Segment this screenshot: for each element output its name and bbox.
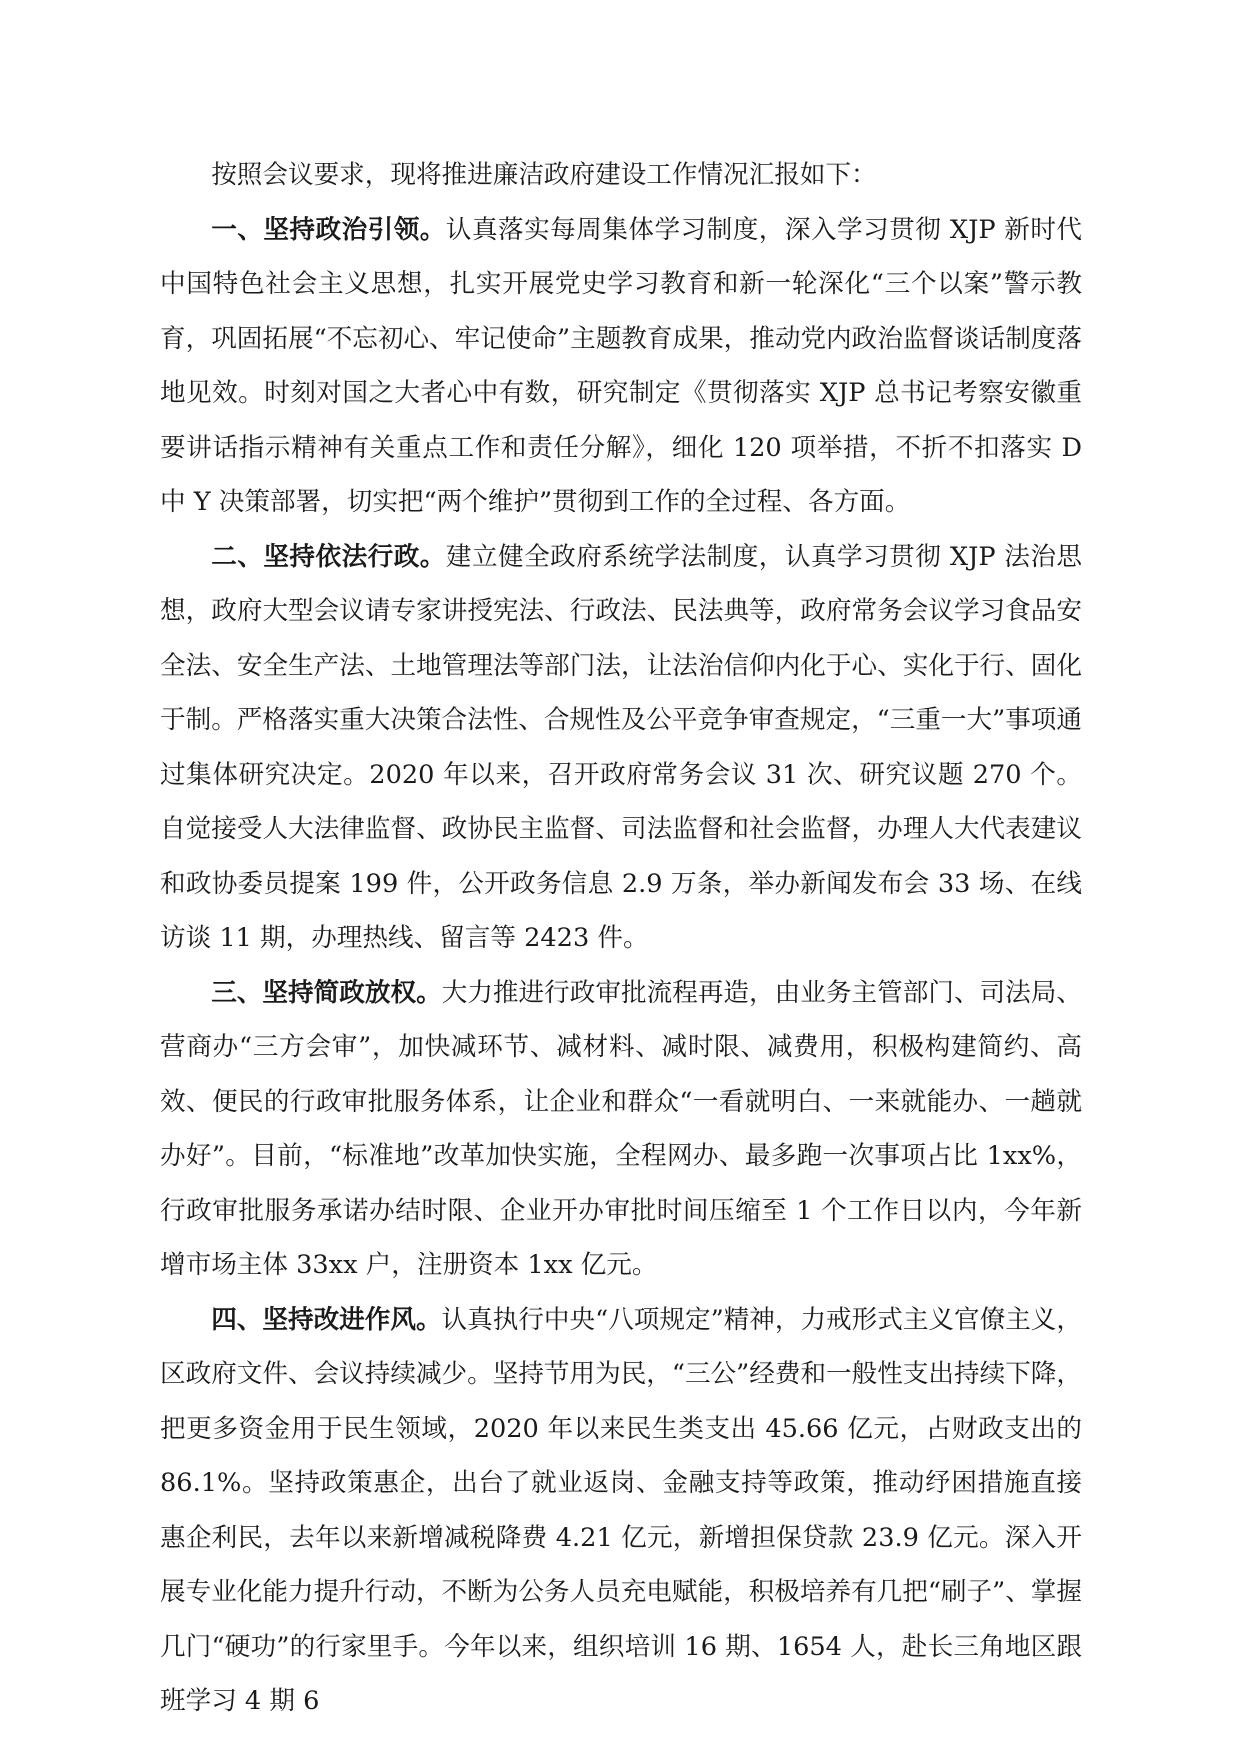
section-political-leadership xyxy=(160,203,1082,530)
section-heading: 二、坚持依法行政。 xyxy=(211,541,446,572)
section-body: 大力推进行政审批流程再造，由业务主管部门、司法局、营商办“三方会审”，加快减环节、减材料、减时限、减费用，积极构建简约、高效、便民的行政审批服务体系，让企业和群众“一看就明白、一来就能办、一趟就办好”。目前，“标准地”改革加快实施，全程网办、最多跑一次事项占比 1xx%，行政审批服务承诺办结时限、企业开办审批时间压缩至 1 个工作日以内，今年新增市场主体 33xx 户，注册资本 1xx 亿元。 xyxy=(160,977,1082,1280)
section-streamline-administration xyxy=(160,966,1082,1293)
section-law-administration xyxy=(160,530,1082,966)
section-body: 建立健全政府系统学法制度，认真学习贯彻 XJP 法治思想，政府大型会议请专家讲授宪法、行政法、民法典等，政府常务会议学习食品安全法、安全生产法、土地管理法等部门法，让法治信仰内化于心、实化于行、固化于制。严格落实重大决策合法性、合规性及公平竞争审查规定，“三重一大”事项通过集体研究决定。2020 年以来，召开政府常务会议 31 次、研究议题 270 个。自觉接受人大法律监督、政协民主监督、司法监督和社会监督，办理人大代表建议和政协委员提案 199 件，公开政务信息 2.9 万条，举办新闻发布会 33 场、在线访谈 11 期，办理热线、留言等 2423 件。 xyxy=(160,541,1082,953)
section-heading: 三、坚持简政放权。 xyxy=(211,977,442,1008)
section-heading: 一、坚持政治引领。 xyxy=(211,214,446,245)
document-page xyxy=(160,148,1082,1729)
section-heading: 四、坚持改进作风。 xyxy=(211,1304,442,1335)
section-body: 认真落实每周集体学习制度，深入学习贯彻 XJP 新时代中国特色社会主义思想，扎实开展党史学习教育和新一轮深化“三个以案”警示教育，巩固拓展“不忘初心、牢记使命”主题教育成果，推动党内政治监督谈话制度落地见效。时刻对国之大者心中有数，研究制定《贯彻落实 XJP 总书记考察安徽重要讲话指示精神有关重点工作和责任分解》，细化 120 项举措，不折不扣落实 D 中 Y 决策部署，切实把“两个维护”贯彻到工作的全过程、各方面。 xyxy=(160,214,1082,517)
section-body: 认真执行中央“八项规定”精神，力戒形式主义官僚主义，区政府文件、会议持续减少。坚持节用为民，“三公”经费和一般性支出持续下降，把更多资金用于民生领域，2020 年以来民生类支出 45.66 亿元，占财政支出的 86.1%。坚持政策惠企，出台了就业返岗、金融支持等政策，推动纾困措施直接惠企利民，去年以来新增减税降费 4.21 亿元，新增担保贷款 23.9 亿元。深入开展专业化能力提升行动，不断为公务人员充电赋能，积极培养有几把“刷子”、掌握几门“硬功”的行家里手。今年以来，组织培训 16 期、1654 人，赴长三角地区跟班学习 4 期 6 xyxy=(160,1304,1082,1716)
intro-text: 按照会议要求，现将推进廉洁政府建设工作情况汇报如下： xyxy=(211,160,877,190)
section-improve-work-style xyxy=(160,1293,1082,1729)
intro-paragraph xyxy=(160,148,1082,203)
